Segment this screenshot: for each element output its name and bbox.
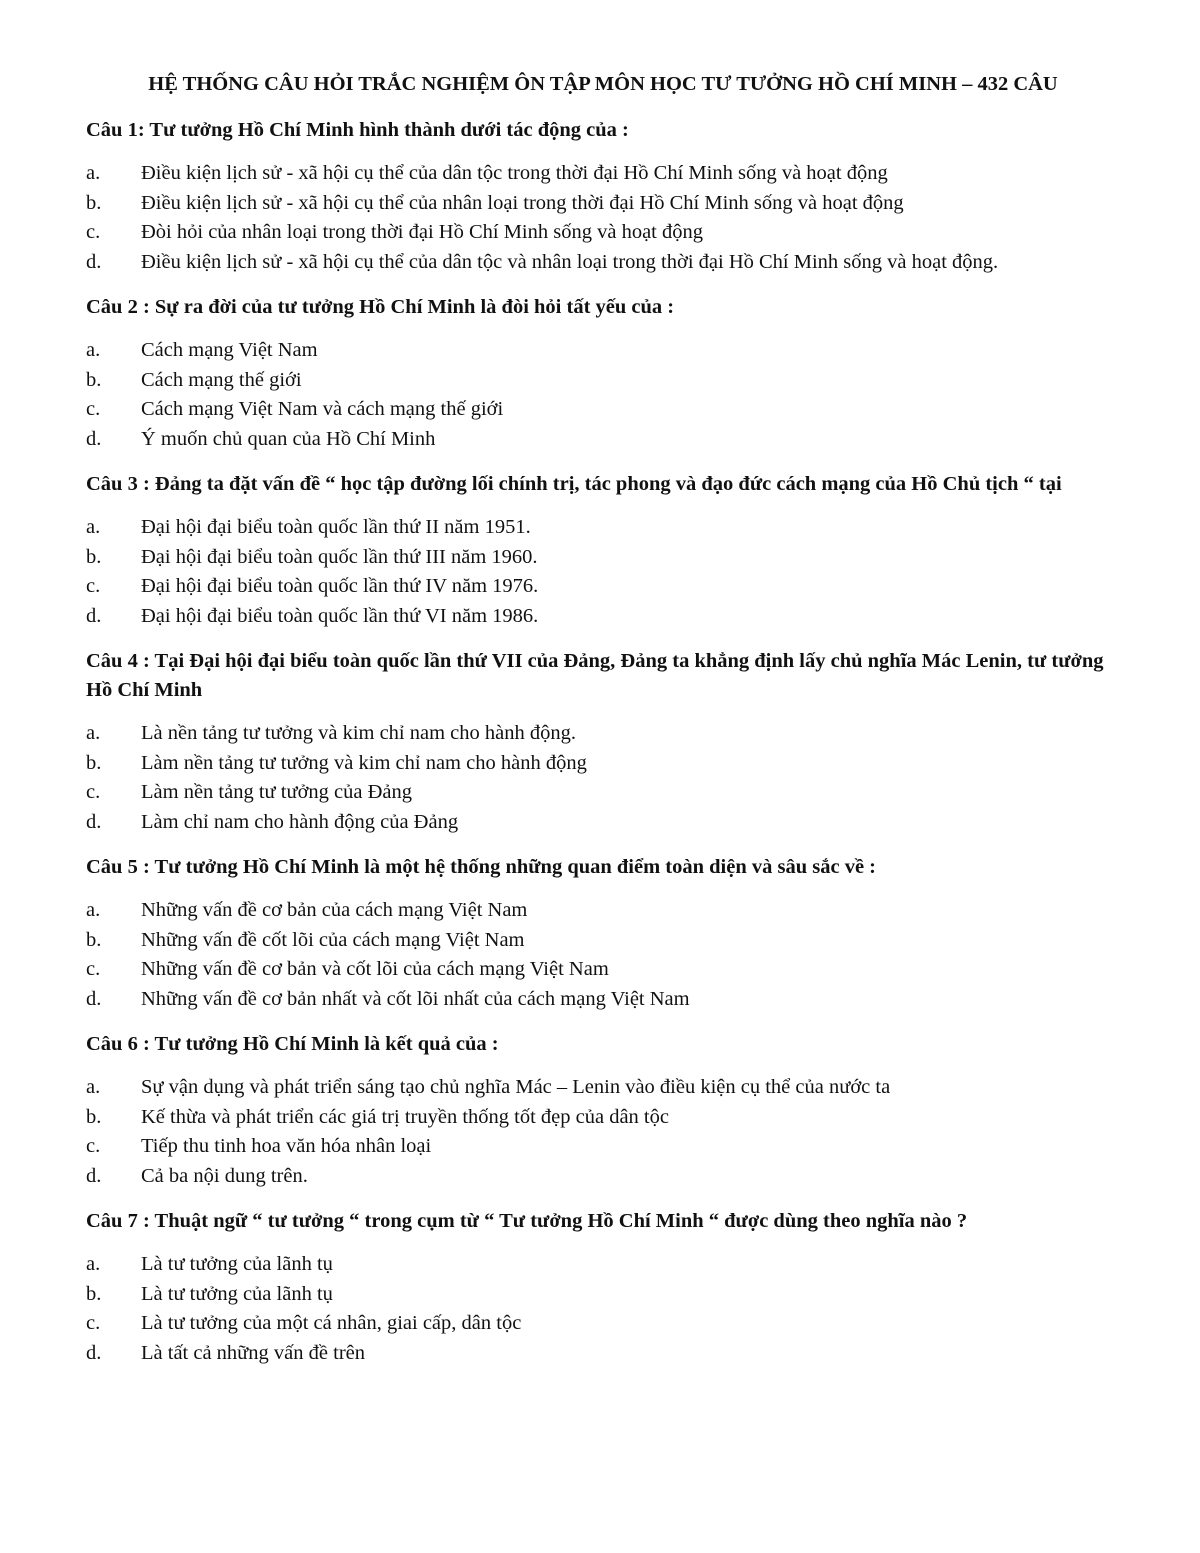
option-letter: b.: [86, 1105, 102, 1128]
option-text: Cách mạng Việt Nam và cách mạng thế giới: [141, 398, 504, 420]
option-text: Đòi hỏi của nhân loại trong thời đại Hồ Chí Minh sống và hoạt động: [141, 221, 703, 243]
option-text: Làm nền tảng tư tưởng của Đảng: [141, 781, 413, 803]
option-letter: d.: [86, 427, 102, 450]
question-block: [86, 116, 1120, 277]
answer-option: [86, 336, 1120, 366]
answer-option: [86, 1309, 1120, 1339]
option-list: [86, 896, 1120, 1014]
option-text: Là nền tảng tư tưởng và kim chỉ nam cho hành động.: [141, 722, 576, 744]
answer-option: [86, 1132, 1120, 1162]
option-letter: b.: [86, 1282, 102, 1305]
option-letter: a.: [86, 162, 101, 184]
option-text: Điều kiện lịch sử - xã hội cụ thể của dân tộc trong thời đại Hồ Chí Minh sống và hoạt động: [141, 162, 888, 184]
option-letter: c.: [86, 1312, 101, 1334]
question-block: [86, 1207, 1120, 1368]
option-text: Những vấn đề cơ bản và cốt lõi của cách mạng Việt Nam: [141, 958, 609, 980]
question-block: [86, 1030, 1120, 1191]
option-letter: a.: [86, 1076, 101, 1098]
question-text: Câu 5 : Tư tưởng Hồ Chí Minh là một hệ thống những quan điểm toàn diện và sâu sắc về :: [86, 856, 877, 878]
document-title: HỆ THỐNG CÂU HỎI TRẮC NGHIỆM ÔN TẬP MÔN HỌC TƯ TƯỞNG HỒ CHÍ MINH – 432 CÂU: [148, 73, 1058, 95]
option-letter: c.: [86, 781, 101, 803]
option-text: Làm nền tảng tư tưởng và kim chỉ nam cho hành động: [141, 751, 587, 774]
option-text: Làm chỉ nam cho hành động của Đảng: [141, 810, 459, 833]
option-letter: a.: [86, 899, 101, 921]
answer-option: [86, 602, 1120, 632]
option-text: Là tư tưởng của một cá nhân, giai cấp, dân tộc: [141, 1312, 522, 1334]
answer-option: [86, 159, 1120, 189]
option-letter: b.: [86, 368, 102, 391]
answer-option: [86, 926, 1120, 956]
option-letter: a.: [86, 339, 101, 361]
option-letter: c.: [86, 398, 101, 420]
option-letter: a.: [86, 722, 101, 744]
option-letter: d.: [86, 1164, 102, 1187]
option-letter: c.: [86, 958, 101, 980]
answer-option: [86, 808, 1120, 838]
question-block: [86, 647, 1120, 837]
answer-option: [86, 543, 1120, 573]
question-block: [86, 470, 1120, 631]
answer-option: [86, 395, 1120, 425]
option-list: [86, 159, 1120, 277]
answer-option: [86, 955, 1120, 985]
option-list: [86, 1250, 1120, 1368]
answer-option: [86, 366, 1120, 396]
option-text: Là tư tưởng của lãnh tụ: [141, 1253, 333, 1275]
option-letter: c.: [86, 221, 101, 243]
answer-option: [86, 248, 1120, 278]
answer-option: [86, 218, 1120, 248]
option-letter: a.: [86, 1253, 101, 1275]
option-text: Cách mạng Việt Nam: [141, 339, 318, 361]
option-list: [86, 719, 1120, 837]
option-text: Điều kiện lịch sử - xã hội cụ thể của dân tộc và nhân loại trong thời đại Hồ Chí Minh sống và hoạt động.: [141, 250, 999, 273]
answer-option: [86, 896, 1120, 926]
question-text: Câu 4 : Tại Đại hội đại biểu toàn quốc lần thứ VII của Đảng, Đảng ta khẳng định lấy chủ nghĩa Mác Lenin, tư tưởng Hồ Chí Minh: [86, 650, 1104, 701]
option-text: Là tư tưởng của lãnh tụ: [141, 1282, 333, 1305]
option-text: Đại hội đại biểu toàn quốc lần thứ VI năm 1986.: [141, 604, 539, 627]
question-text: Câu 7 : Thuật ngữ “ tư tưởng “ trong cụm từ “ Tư tưởng Hồ Chí Minh “ được dùng theo nghĩa nào ?: [86, 1210, 968, 1232]
option-letter: a.: [86, 516, 101, 538]
answer-option: [86, 778, 1120, 808]
answer-option: [86, 749, 1120, 779]
option-letter: d.: [86, 987, 102, 1010]
option-letter: d.: [86, 604, 102, 627]
question-text: Câu 3 : Đảng ta đặt vấn đề “ học tập đường lối chính trị, tác phong và đạo đức cách mạng của Hồ Chủ tịch “ tại: [86, 473, 1062, 495]
option-text: Đại hội đại biểu toàn quốc lần thứ II năm 1951.: [141, 516, 531, 538]
option-letter: d.: [86, 250, 102, 273]
question-text: Câu 1: Tư tưởng Hồ Chí Minh hình thành dưới tác động của :: [86, 119, 629, 141]
answer-option: [86, 1280, 1120, 1310]
option-letter: b.: [86, 751, 102, 774]
answer-option: [86, 572, 1120, 602]
option-list: [86, 1073, 1120, 1191]
option-text: Những vấn đề cơ bản nhất và cốt lõi nhất của cách mạng Việt Nam: [141, 987, 690, 1010]
option-text: Đại hội đại biểu toàn quốc lần thứ IV năm 1976.: [141, 575, 539, 597]
option-text: Những vấn đề cốt lõi của cách mạng Việt Nam: [141, 928, 525, 951]
answer-option: [86, 985, 1120, 1015]
question-text: Câu 2 : Sự ra đời của tư tưởng Hồ Chí Minh là đòi hỏi tất yếu của :: [86, 296, 675, 318]
option-text: Cách mạng thế giới: [141, 368, 302, 391]
option-text: Sự vận dụng và phát triển sáng tạo chủ nghĩa Mác – Lenin vào điều kiện cụ thể của nước ta: [141, 1076, 891, 1098]
option-text: Đại hội đại biểu toàn quốc lần thứ III năm 1960.: [141, 545, 538, 568]
answer-option: [86, 189, 1120, 219]
answer-option: [86, 719, 1120, 749]
answer-option: [86, 513, 1120, 543]
answer-option: [86, 1339, 1120, 1369]
option-list: [86, 336, 1120, 454]
option-letter: d.: [86, 810, 102, 833]
answer-option: [86, 1103, 1120, 1133]
option-letter: b.: [86, 191, 102, 214]
question-text: Câu 6 : Tư tưởng Hồ Chí Minh là kết quả của :: [86, 1033, 499, 1055]
option-letter: c.: [86, 1135, 101, 1157]
question-block: [86, 853, 1120, 1014]
answer-option: [86, 1073, 1120, 1103]
option-text: Ý muốn chủ quan của Hồ Chí Minh: [141, 427, 436, 450]
option-letter: b.: [86, 928, 102, 951]
option-letter: d.: [86, 1341, 102, 1364]
option-list: [86, 513, 1120, 631]
question-block: [86, 293, 1120, 454]
question-list: [86, 116, 1120, 1368]
option-text: Kế thừa và phát triển các giá trị truyền thống tốt đẹp của dân tộc: [141, 1105, 669, 1128]
answer-option: [86, 1162, 1120, 1192]
option-text: Điều kiện lịch sử - xã hội cụ thể của nhân loại trong thời đại Hồ Chí Minh sống và hoạt động: [141, 191, 904, 214]
option-text: Là tất cả những vấn đề trên: [141, 1341, 365, 1364]
answer-option: [86, 1250, 1120, 1280]
option-letter: b.: [86, 545, 102, 568]
option-letter: c.: [86, 575, 101, 597]
answer-option: [86, 425, 1120, 455]
option-text: Cả ba nội dung trên.: [141, 1164, 308, 1187]
option-text: Tiếp thu tinh hoa văn hóa nhân loại: [141, 1135, 432, 1157]
option-text: Những vấn đề cơ bản của cách mạng Việt Nam: [141, 899, 528, 921]
